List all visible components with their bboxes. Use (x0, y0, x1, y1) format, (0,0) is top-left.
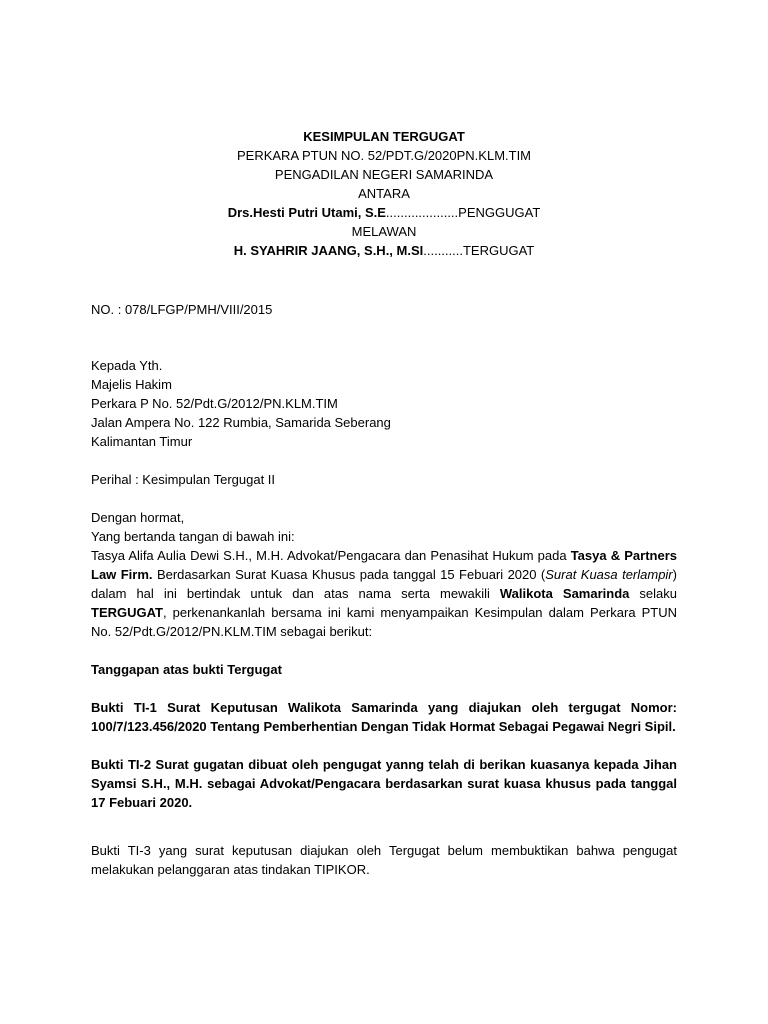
plaintiff-line (91, 203, 677, 222)
plaintiff-name: Drs.Hesti Putri Utami, S.E (227, 205, 386, 220)
recipient-line: Jalan Ampera No. 122 Rumbia, Samarida Seberang (91, 415, 391, 430)
intro-paragraph (91, 546, 677, 641)
intro-text: ) dalam hal ini bertindak untuk dan atas nama serta mewakili (91, 567, 677, 601)
document-title: KESIMPULAN TERGUGAT (303, 129, 465, 144)
defendant-term: TERGUGAT (91, 605, 163, 620)
court-name: PENGADILAN NEGERI SAMARINDA (274, 167, 494, 182)
defendant-name: H. SYAHRIR JAANG, S.H., M.SI (233, 243, 424, 258)
intro-text: Tasya Alifa Aulia Dewi S.H., M.H. Advokat/Pengacara dan Penasihat Hukum pada (91, 548, 571, 563)
intro-block (91, 508, 677, 641)
evidence-ti3: Bukti TI-3 yang surat keputusan diajukan oleh Tergugat belum membuktikan bahwa pengugat melakukan pelanggaran atas tindakan TIPIKOR. (91, 843, 677, 877)
case-number: PERKARA PTUN NO. 52/PDT.G/2020PN.KLM.TIM (236, 148, 532, 163)
recipient-line: Kalimantan Timur (91, 434, 193, 449)
intro-text: Berdasarkan Surat Kuasa Khusus pada tanggal 15 Febuari 2020 ( (152, 567, 546, 582)
recipient-block (91, 356, 677, 451)
intro-line: Yang bertanda tangan di bawah ini: (91, 529, 295, 544)
defendant-line (91, 241, 677, 260)
between-label: ANTARA (358, 186, 410, 201)
firm-name: Tasya & Partners Law Firm. (91, 548, 677, 582)
section-heading: Tanggapan atas bukti Tergugat (91, 662, 282, 677)
document-header (91, 127, 677, 260)
letter-number: NO. : 078/LFGP/PMH/VIII/2015 (91, 302, 273, 317)
plaintiff-dots: .................... (385, 205, 459, 220)
salutation: Dengan hormat, (91, 510, 185, 525)
defendant-dots: ........... (423, 243, 463, 258)
versus-label: MELAWAN (351, 224, 417, 239)
plaintiff-role: PENGGUGAT (458, 205, 541, 220)
recipient-line: Perkara P No. 52/Pdt.G/2012/PN.KLM.TIM (91, 396, 338, 411)
attachment-note: Surat Kuasa terlampir (545, 567, 673, 582)
recipient-line: Majelis Hakim (91, 377, 172, 392)
intro-text: selaku (629, 586, 677, 601)
recipient-line: Kepada Yth. (91, 358, 163, 373)
defendant-role: TERGUGAT (462, 243, 535, 258)
evidence-ti1: Bukti TI-1 Surat Keputusan Walikota Samarinda yang diajukan oleh tergugat Nomor: 100/7/123.456/2020 Tentang Pemberhentian Dengan Tidak Hormat Sebagai Pegawai Negri Sipil. (91, 700, 677, 734)
mayor-name: Walikota Samarinda (499, 586, 630, 601)
subject-line: Perihal : Kesimpulan Tergugat II (91, 472, 276, 487)
evidence-ti2: Bukti TI-2 Surat gugatan dibuat oleh pengugat yanng telah di berikan kuasanya kepada Jihan Syamsi S.H., M.H. sebagai Advokat/Pengacara berdasarkan surat kuasa khusus pada tanggal 17 Febuari 2020. (91, 757, 677, 810)
intro-text: , perkenankanlah bersama ini kami menyampaikan Kesimpulan dalam Perkara PTUN No. 52/Pdt.G/2012/PN.KLM.TIM sebagai berikut: (91, 605, 677, 639)
